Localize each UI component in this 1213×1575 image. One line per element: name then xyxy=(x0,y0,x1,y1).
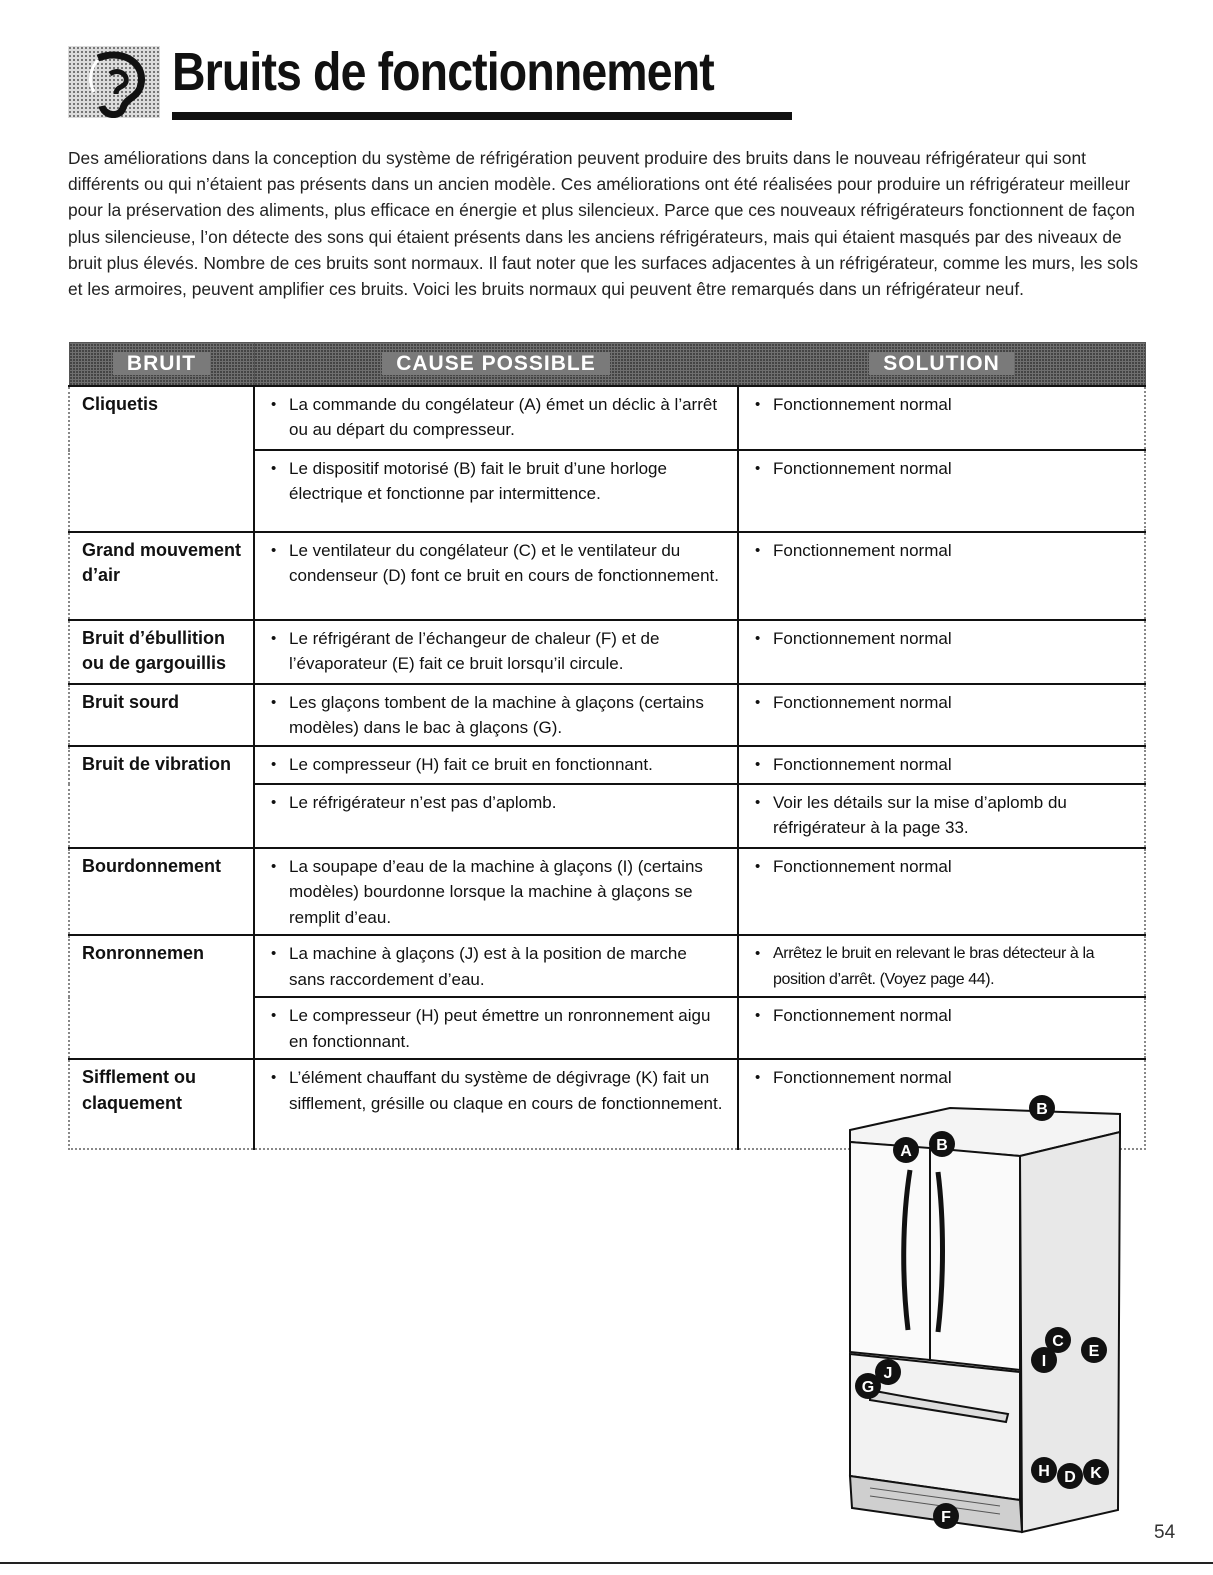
solution-cell xyxy=(738,532,1145,620)
callout-k xyxy=(1083,1459,1109,1485)
callout-d-label: D xyxy=(1064,1469,1076,1486)
table-row xyxy=(69,684,1145,746)
table-row xyxy=(69,746,1145,784)
cause-text: • Le ventilateur du congélateur (C) et le ventilateur du condenseur (D) font ce bruit en cours de fonctionnement. xyxy=(267,538,727,589)
solution-cell xyxy=(738,620,1145,684)
cause-cell xyxy=(254,848,738,936)
refrigerator-diagram xyxy=(830,1080,1130,1550)
callout-k-label: K xyxy=(1090,1465,1102,1482)
noise-name: Bruit d’ébullition ou de gargouillis xyxy=(69,620,254,684)
cause-cell xyxy=(254,746,738,784)
table-row xyxy=(69,935,1145,997)
solution-text: • Fonctionnement normal xyxy=(751,854,1134,880)
cause-cell xyxy=(254,532,738,620)
title-rule xyxy=(172,112,792,120)
cause-text: • Le réfrigérateur n’est pas d’aplomb. xyxy=(267,790,727,816)
table-row xyxy=(69,532,1145,620)
cause-text: • Le dispositif motorisé (B) fait le bruit d’une horloge électrique et fonctionne par intermittence. xyxy=(267,456,727,507)
noise-name: Bruit de vibration xyxy=(69,746,254,848)
page-title: Bruits de fonctionnement xyxy=(172,42,714,102)
table-row xyxy=(69,386,1145,450)
bottom-rule xyxy=(0,1562,1213,1564)
solution-cell xyxy=(738,784,1145,848)
callout-h-label: H xyxy=(1038,1463,1050,1480)
page-number: 54 xyxy=(1154,1522,1176,1543)
callout-f-label: F xyxy=(941,1509,951,1526)
noise-table xyxy=(68,342,1146,1150)
callout-b-front-label: B xyxy=(936,1137,948,1154)
noise-name: Sifflement ou claquement xyxy=(69,1059,254,1149)
callout-e xyxy=(1081,1337,1107,1363)
noise-name: Cliquetis xyxy=(69,386,254,532)
callout-i-label: I xyxy=(1041,1353,1047,1370)
header-solution xyxy=(738,343,1145,386)
solution-text: • Arrêtez le bruit en relevant le bras détecteur à la position d’arrêt. (Voyez page 44). xyxy=(751,941,1134,992)
callout-f xyxy=(933,1503,959,1529)
callout-e-label: E xyxy=(1088,1343,1100,1360)
callout-a-label: A xyxy=(900,1143,912,1160)
cause-cell xyxy=(254,997,738,1059)
header-cause xyxy=(254,343,738,386)
cause-cell xyxy=(254,620,738,684)
cause-cell xyxy=(254,684,738,746)
solution-cell xyxy=(738,848,1145,936)
cause-text: • La machine à glaçons (J) est à la position de marche sans raccordement d’eau. xyxy=(267,941,727,992)
callout-b-front xyxy=(929,1131,955,1157)
intro-paragraph: Des améliorations dans la conception du système de réfrigération peuvent produire des bruits dans le nouveau réfrigérateur qui sont différents ou qui n’étaient pas présents dans un ancien modèle. Ces améliorations ont été réalisées pour produire un réfrigérateur meilleur pour la préservation des aliments, plus efficace en énergie et plus silencieux. Parce que ces nouveaux réfrigérateurs fonctionnent de façon plus silencieuse, l’on détecte des sons qui étaient présents dans les anciens réfrigérateurs, mais qui étaient masqués par des niveaux de bruit plus élevés. Nombre de ces bruits sont normaux. Il faut noter que les surfaces adjacentes à un réfrigérateur, comme les murs, les sols et les armoires, peuvent amplifier ces bruits. Voici les bruits normaux qui peuvent être remarqués dans un réfrigérateur neuf. xyxy=(68,148,1139,300)
callout-j-label: J xyxy=(883,1365,893,1382)
table-row xyxy=(69,620,1145,684)
cause-text: • Le compresseur (H) fait ce bruit en fonctionnant. xyxy=(267,752,727,778)
solution-cell xyxy=(738,935,1145,997)
cause-text: • L’élément chauffant du système de dégivrage (K) fait un sifflement, grésille ou claque en cours de fonctionnement. xyxy=(267,1065,727,1116)
table-header-row xyxy=(69,343,1145,386)
solution-text: • Fonctionnement normal xyxy=(751,626,1134,652)
callout-i xyxy=(1031,1347,1057,1373)
noise-name: Bruit sourd xyxy=(69,684,254,746)
callout-c-label: C xyxy=(1052,1333,1064,1350)
callout-h xyxy=(1031,1457,1057,1483)
noise-name: Ronronnemen xyxy=(69,935,254,1059)
cause-cell xyxy=(254,450,738,532)
solution-cell xyxy=(738,450,1145,532)
cause-text: • La commande du congélateur (A) émet un déclic à l’arrêt ou au départ du compresseur. xyxy=(267,392,727,443)
header-solution-label: SOLUTION xyxy=(869,352,1014,375)
cause-cell xyxy=(254,784,738,848)
fridge-left-door xyxy=(850,1142,930,1360)
callout-j xyxy=(875,1359,901,1385)
cause-cell xyxy=(254,1059,738,1149)
callout-g-label: G xyxy=(861,1379,875,1396)
cause-cell xyxy=(254,935,738,997)
cause-text: • Les glaçons tombent de la machine à glaçons (certains modèles) dans le bac à glaçons (G). xyxy=(267,690,727,741)
cause-text: • Le compresseur (H) peut émettre un ronronnement aigu en fonctionnant. xyxy=(267,1003,727,1054)
solution-cell xyxy=(738,684,1145,746)
solution-text: • Fonctionnement normal xyxy=(751,1003,1134,1029)
page-header xyxy=(68,40,738,122)
header-bruit xyxy=(69,343,254,386)
callout-b-top-label: B xyxy=(1036,1101,1048,1118)
header-cause-label: CAUSE POSSIBLE xyxy=(382,352,610,375)
cause-text: • Le réfrigérant de l’échangeur de chaleur (F) et de l’évaporateur (E) fait ce bruit lorsqu’il circule. xyxy=(267,626,727,677)
solution-text: • Fonctionnement normal xyxy=(751,752,1134,778)
solution-text: • Fonctionnement normal xyxy=(751,456,1134,482)
solution-text: • Fonctionnement normal xyxy=(751,1065,1134,1091)
cause-cell xyxy=(254,386,738,450)
noise-name: Bourdonnement xyxy=(69,848,254,936)
solution-cell xyxy=(738,746,1145,784)
solution-text: • Fonctionnement normal xyxy=(751,690,1134,716)
solution-cell xyxy=(738,386,1145,450)
solution-cell xyxy=(738,997,1145,1059)
solution-text: • Fonctionnement normal xyxy=(751,538,1134,564)
solution-text: • Voir les détails sur la mise d’aplomb du réfrigérateur à la page 33. xyxy=(751,790,1134,841)
ear-icon xyxy=(68,46,160,118)
solution-text: • Fonctionnement normal xyxy=(751,392,1134,418)
callout-a xyxy=(893,1137,919,1163)
callout-d xyxy=(1057,1463,1083,1489)
header-bruit-label: BRUIT xyxy=(113,352,210,375)
cause-text: • La soupape d’eau de la machine à glaçons (I) (certains modèles) bourdonne lorsque la machine à glaçons se remplit d’eau. xyxy=(267,854,727,931)
table-row xyxy=(69,848,1145,936)
noise-name: Grand mouvement d’air xyxy=(69,532,254,620)
callout-b-top xyxy=(1029,1095,1055,1121)
